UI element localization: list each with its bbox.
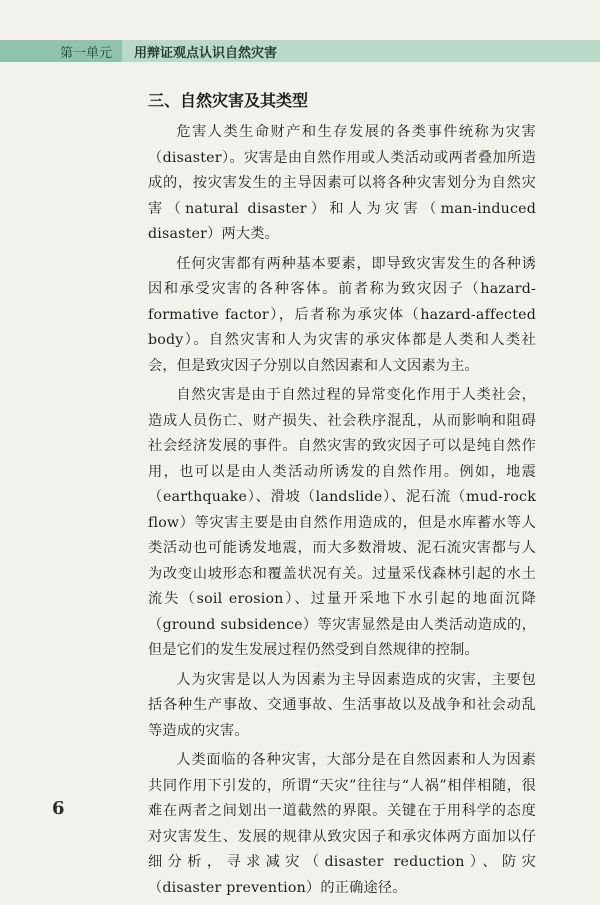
chapter-header-band <box>0 40 600 62</box>
paragraph-1: 危害人类生命财产和生存发展的各类事件统称为灾害（disaster）。灾害是由自然作用或人类活动或两者叠加所造成的，按灾害发生的主导因素可以将各种灾害划分为自然灾害（natural disaster）和人为灾害（man-induced disaster）两大类。 <box>148 124 536 242</box>
paragraph-5: 人类面临的各种灾害，大部分是在自然因素和人为因素共同作用下引发的，所谓“天灾”往往与“人祸”相伴相随，很难在两者之间划出一道截然的界限。关键在于用科学的态度对灾害发生、发展的规律从致灾因子和承灾体两方面加以仔细分析，寻求减灾（disaster reduction）、防灾（disaster prevention）的正确途径。 <box>148 752 536 896</box>
page-number: 6 <box>52 798 65 819</box>
paragraph-3: 自然灾害是由于自然过程的异常变化作用于人类社会，造成人员伤亡、财产损失、社会秩序混乱，从而影响和阻碍社会经济发展的事件。自然灾害的致灾因子可以是纯自然作用，也可以是由人类活动所诱发的自然作用。例如，地震（earthquake）、滑坡（landslide）、泥石流（mud-rock flow）等灾害主要是由自然作用造成的，但是水库蓄水等人类活动也可能诱发地震，而大多数滑坡、泥石流灾害都与人为改变山坡形态和覆盖状况有关。过量采伐森林引起的水土流失（soil erosion）、过量开采地下水引起的地面沉降（ground subsidence）等灾害显然是由人类活动造成的，但是它们的发生发展过程仍然受到自然规律的控制。 <box>148 387 536 658</box>
paragraph-4: 人为灾害是以人为因素为主导因素造成的灾害，主要包括各种生产事故、交通事故、生活事故以及战争和社会动乱等造成的灾害。 <box>148 671 536 739</box>
section-heading: 三、自然灾害及其类型 <box>148 91 309 110</box>
paragraph-2: 任何灾害都有两种基本要素，即导致灾害发生的各种诱因和承受灾害的各种客体。前者称为致灾因子（hazard-formative factor），后者称为承灾体（hazard-affected body）。自然灾害和人为灾害的承灾体都是人类和人类社会，但是致灾因子分别以自然因素和人文因素为主。 <box>148 255 536 374</box>
unit-title: 用辩证观点认识自然灾害 <box>134 45 278 61</box>
page-top-margin <box>0 0 600 40</box>
body-text <box>148 120 536 905</box>
unit-label: 第一单元 <box>0 40 122 62</box>
